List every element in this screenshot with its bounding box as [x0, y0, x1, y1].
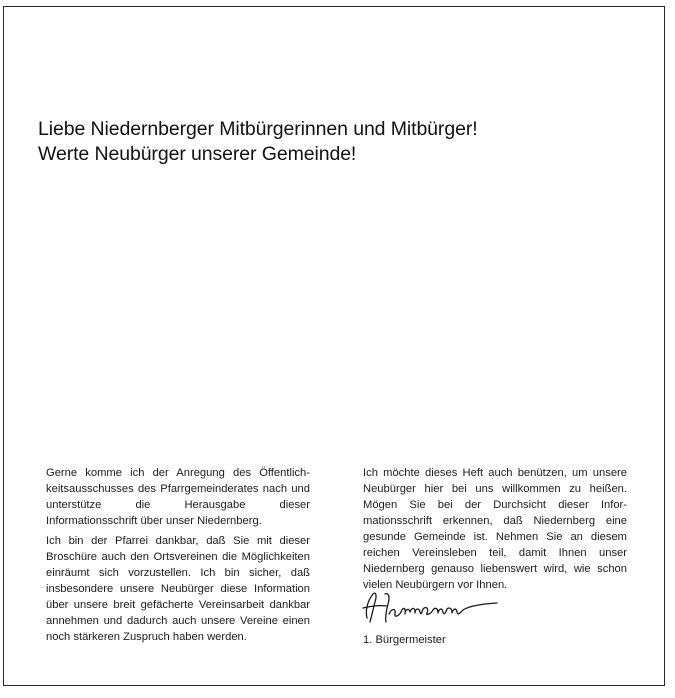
signatory-title: 1. Bürgermeister — [363, 634, 446, 646]
right-column — [363, 465, 627, 597]
headline-line-2: Werte Neubürger unserer Gemeinde! — [38, 143, 357, 165]
left-paragraph-2: Ich bin der Pfarrei dankbar, daß Sie mit dieser Broschüre auch den Ortsvereinen die Möglichkeiten einräumt sich vorzustellen. Ich bin sicher, daß insbesondere unsere Neubürger diese Information über unsere breit gefächerte Vereinsarbeit dankbar annehmen und dadurch auch unsere Vereine einen noch stärkeren Zuspruch haben werden. — [46, 535, 310, 643]
left-paragraph-1: Gerne komme ich der Anregung des Öffentlichkeitsausschusses des Pfarrgemeinderates nach und unterstütze die Herausgabe dieser Informationsschrift über unser Niedernberg. — [46, 467, 310, 527]
headline-line-1: Liebe Niedernberger Mitbürgerinnen und Mitbürger! — [38, 118, 478, 140]
headline — [38, 117, 638, 167]
handwritten-signature — [359, 588, 519, 628]
left-column — [46, 465, 310, 649]
right-paragraph-1: Ich möchte dieses Heft auch benützen, um unsere Neubürger hier bei uns willkommen zu heißen. Mögen Sie bei der Durchsicht dieser Informationsschrift erkennen, daß Niedernberg eine gesunde Gemeinde ist. Nehmen Sie an diesem reichen Vereinsleben teil, damit Ihnen unser Niedernberg genauso liebenswert wird, wie schon vielen Neubürgern vor Ihnen. — [363, 467, 627, 591]
